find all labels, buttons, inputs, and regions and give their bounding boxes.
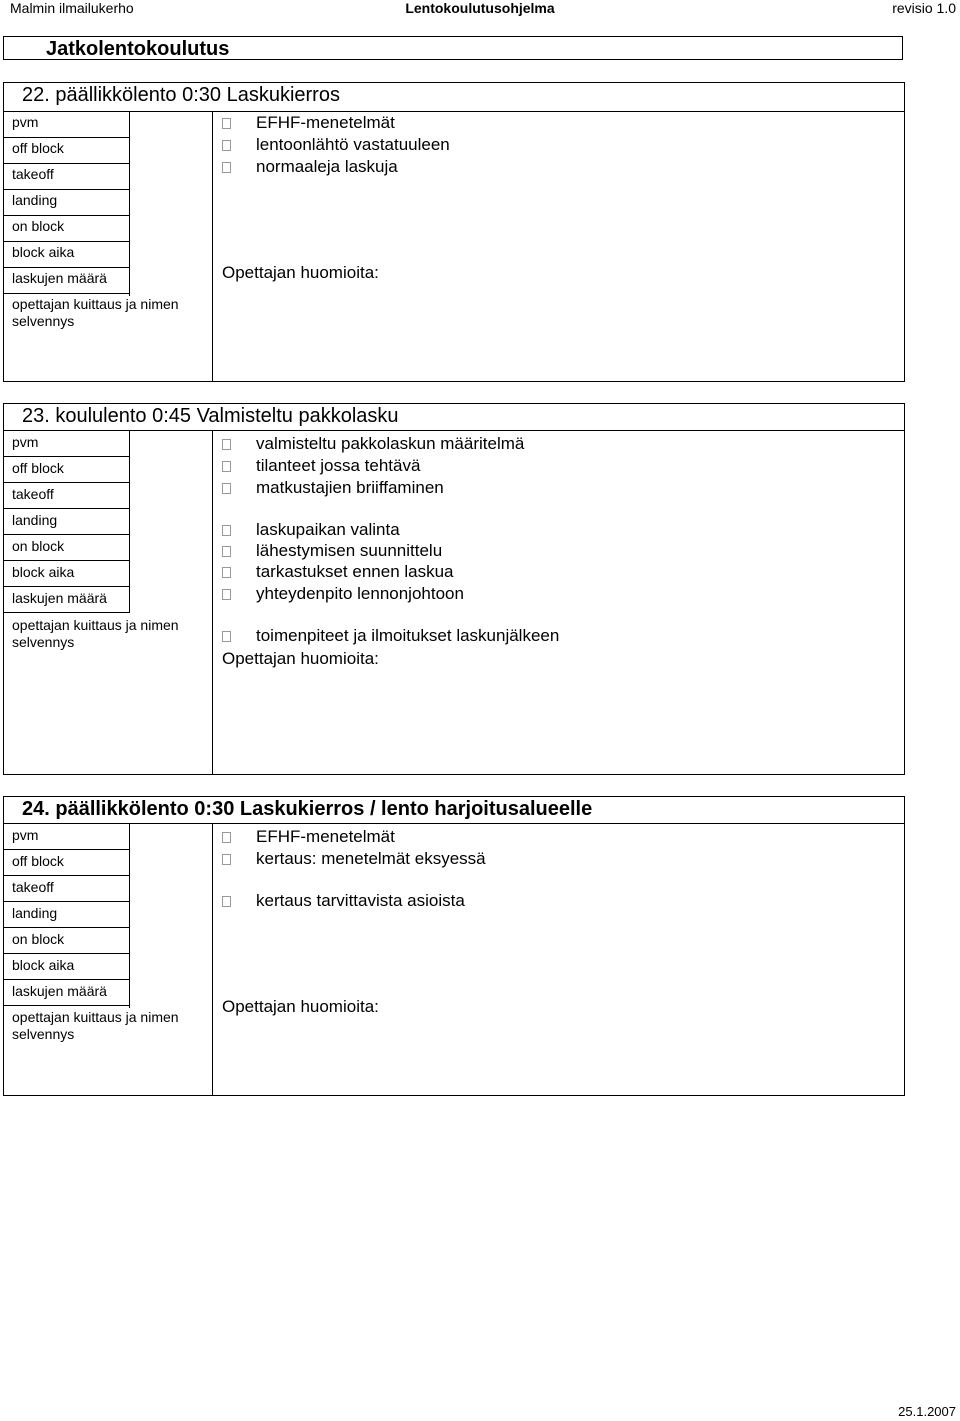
checkbox[interactable] <box>222 546 231 557</box>
field-laskujen-maara: laskujen määrä <box>12 270 107 286</box>
checkbox[interactable] <box>222 567 231 578</box>
checkbox[interactable] <box>222 589 231 600</box>
checkbox[interactable] <box>222 439 231 450</box>
checklist-item <box>222 541 442 561</box>
item-label: lentoonlähtö vastatuuleen <box>256 135 450 154</box>
field-on-block: on block <box>12 218 65 234</box>
field-pvm: pvm <box>12 827 39 843</box>
field-kuittaus-line2: selvennys <box>12 634 75 650</box>
item-label: laskupaikan valinta <box>256 520 400 539</box>
checkbox[interactable] <box>222 118 231 129</box>
field-landing: landing <box>12 192 58 208</box>
item-label: yhteydenpito lennonjohtoon <box>256 584 464 603</box>
lesson-23 <box>3 403 905 775</box>
field-landing: landing <box>12 512 58 528</box>
field-kuittaus-line1: opettajan kuittaus ja nimen <box>12 296 179 312</box>
field-on-block: on block <box>12 931 65 947</box>
lesson-title: 24. päällikkölento 0:30 Laskukierros / lento harjoitusalueelle <box>22 798 593 820</box>
item-label: lähestymisen suunnittelu <box>256 541 443 560</box>
field-block-aika: block aika <box>12 564 75 580</box>
field-kuittaus-line1: opettajan kuittaus ja nimen <box>12 617 179 633</box>
item-label: tarkastukset ennen laskua <box>256 562 454 581</box>
field-kuittaus-line1: opettajan kuittaus ja nimen <box>12 1009 179 1025</box>
checklist-item <box>222 113 395 133</box>
teacher-remarks-label: Opettajan huomioita: <box>222 649 379 668</box>
checkbox[interactable] <box>222 461 231 472</box>
field-kuittaus-line2: selvennys <box>12 1026 75 1042</box>
field-block-aika: block aika <box>12 957 75 973</box>
field-block-aika: block aika <box>12 244 75 260</box>
field-off-block: off block <box>12 853 64 869</box>
item-label: valmisteltu pakkolaskun määritelmä <box>256 434 525 453</box>
field-off-block: off block <box>12 140 64 156</box>
checkbox[interactable] <box>222 854 231 865</box>
field-takeoff: takeoff <box>12 879 54 895</box>
course-title-box <box>3 36 903 60</box>
club-name: Malmin ilmailukerho <box>10 0 134 16</box>
course-title: Jatkolentokoulutus <box>46 38 230 60</box>
checklist-item <box>222 135 450 155</box>
field-pvm: pvm <box>12 114 39 130</box>
item-label: tilanteet jossa tehtävä <box>256 456 421 475</box>
checkbox[interactable] <box>222 525 231 536</box>
checklist-item <box>222 626 559 646</box>
field-landing: landing <box>12 905 58 921</box>
checkbox[interactable] <box>222 631 231 642</box>
checklist-item <box>222 157 398 177</box>
field-off-block: off block <box>12 460 64 476</box>
item-label: kertaus: menetelmät eksyessä <box>256 849 486 868</box>
checkbox[interactable] <box>222 140 231 151</box>
field-laskujen-maara: laskujen määrä <box>12 983 107 999</box>
lesson-22 <box>3 82 905 382</box>
field-takeoff: takeoff <box>12 166 54 182</box>
field-pvm: pvm <box>12 434 39 450</box>
field-laskujen-maara: laskujen määrä <box>12 590 107 606</box>
checkbox[interactable] <box>222 162 231 173</box>
revision-label: revisio 1.0 <box>892 0 956 16</box>
field-takeoff: takeoff <box>12 486 54 502</box>
field-on-block: on block <box>12 538 65 554</box>
footer-date: 25.1.2007 <box>898 1404 956 1419</box>
lesson-title: 23. koululento 0:45 Valmisteltu pakkolasku <box>22 405 399 427</box>
item-label: toimenpiteet ja ilmoitukset laskunjälkeen <box>256 626 560 645</box>
item-label: normaaleja laskuja <box>256 157 398 176</box>
teacher-remarks-label: Opettajan huomioita: <box>222 263 379 282</box>
checklist-item <box>222 456 420 476</box>
document-title: Lentokoulutusohjelma <box>405 0 555 16</box>
item-label: EFHF-menetelmät <box>256 113 395 132</box>
item-label: kertaus tarvittavista asioista <box>256 891 465 910</box>
checkbox[interactable] <box>222 483 231 494</box>
checklist-item <box>222 478 444 498</box>
checklist-item <box>222 849 486 869</box>
checklist-item <box>222 827 395 847</box>
item-label: matkustajien briiffaminen <box>256 478 444 497</box>
checklist-item <box>222 520 400 540</box>
lesson-24 <box>3 796 905 1096</box>
checklist-item <box>222 562 454 582</box>
checklist-item <box>222 584 464 604</box>
field-kuittaus-line2: selvennys <box>12 313 75 329</box>
checklist-item <box>222 891 465 911</box>
lesson-title: 22. päällikkölento 0:30 Laskukierros <box>22 84 340 106</box>
item-label: EFHF-menetelmät <box>256 827 395 846</box>
checkbox[interactable] <box>222 896 231 907</box>
teacher-remarks-label: Opettajan huomioita: <box>222 997 379 1016</box>
checkbox[interactable] <box>222 832 231 843</box>
checklist-item <box>222 434 524 454</box>
